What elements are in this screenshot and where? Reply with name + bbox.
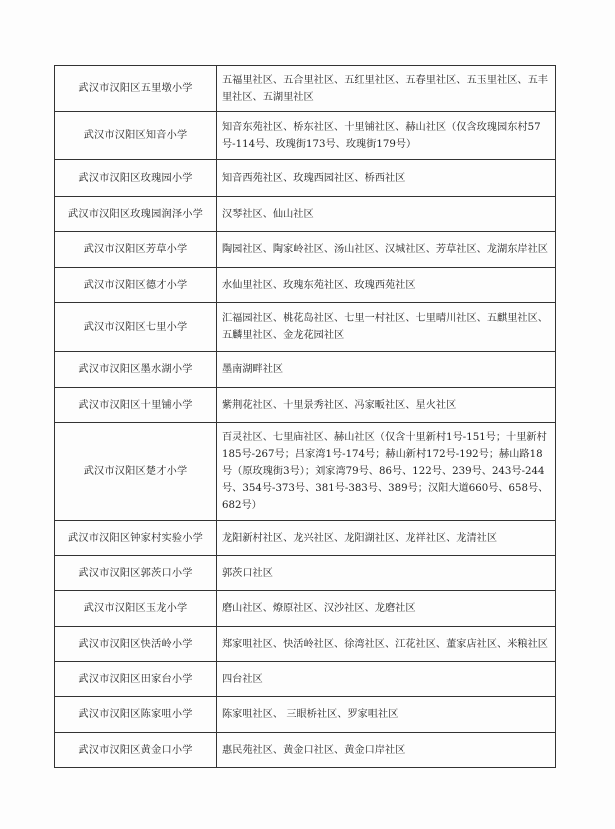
community-area-cell: 郭茨口社区 — [217, 556, 556, 591]
school-name-cell: 武汉市汉阳区陈家咀小学 — [55, 697, 217, 733]
table-row — [55, 423, 556, 521]
school-name-cell: 武汉市汉阳区玉龙小学 — [55, 591, 217, 627]
school-name-cell: 武汉市汉阳区玫瑰园小学 — [55, 160, 217, 197]
community-area-cell: 汇福园社区、桃花岛社区、七里一村社区、七里晴川社区、五麒里社区、五麟里社区、金龙花园社区 — [217, 303, 556, 352]
community-area-cell: 知音东苑社区、桥东社区、十里铺社区、赫山社区（仅含玫瑰园东村57号-114号、玫瑰街173号、玫瑰街179号） — [217, 112, 556, 160]
school-zone-table — [54, 65, 556, 768]
table-row — [55, 160, 556, 197]
community-area-cell: 汉琴社区、仙山社区 — [217, 197, 556, 232]
school-zone-table-body — [55, 66, 556, 768]
table-row — [55, 521, 556, 556]
community-area-cell: 百灵社区、七里庙社区、赫山社区（仅含十里新村1号-151号；十里新村185号-267号；吕家湾1号-174号；赫山新村172号-192号；赫山路18号（原玫瑰街3号）；刘家湾79号、86号、122号、239号、243号-244号、354号-373号、381号-383号、389号；汉阳大道660号、658号、682号） — [217, 423, 556, 521]
table-row — [55, 591, 556, 627]
school-name-cell: 武汉市汉阳区快活岭小学 — [55, 627, 217, 662]
community-area-cell: 紫荆花社区、十里景秀社区、冯家畈社区、星火社区 — [217, 388, 556, 423]
school-name-cell: 武汉市汉阳区楚才小学 — [55, 423, 217, 521]
school-name-cell: 武汉市汉阳区芳草小学 — [55, 232, 217, 268]
community-area-cell: 水仙里社区、玫瑰东苑社区、玫瑰西苑社区 — [217, 268, 556, 303]
table-row — [55, 697, 556, 733]
table-row — [55, 556, 556, 591]
school-name-cell: 武汉市汉阳区钟家村实验小学 — [55, 521, 217, 556]
table-row — [55, 197, 556, 232]
table-row — [55, 352, 556, 388]
table-row — [55, 232, 556, 268]
school-name-cell: 武汉市汉阳区玫瑰园润泽小学 — [55, 197, 217, 232]
school-name-cell: 武汉市汉阳区田家台小学 — [55, 662, 217, 697]
table-row — [55, 268, 556, 303]
table-row — [55, 627, 556, 662]
community-area-cell: 郑家咀社区、快活岭社区、徐湾社区、江花社区、董家店社区、米粮社区 — [217, 627, 556, 662]
table-row — [55, 66, 556, 112]
school-name-cell: 武汉市汉阳区墨水湖小学 — [55, 352, 217, 388]
community-area-cell: 龙阳新村社区、龙兴社区、龙阳湖社区、龙祥社区、龙清社区 — [217, 521, 556, 556]
table-row — [55, 733, 556, 768]
community-area-cell: 墨南湖畔社区 — [217, 352, 556, 388]
table-row — [55, 112, 556, 160]
community-area-cell: 陈家咀社区、 三眼桥社区、罗家咀社区 — [217, 697, 556, 733]
community-area-cell: 知音西苑社区、玫瑰西园社区、桥西社区 — [217, 160, 556, 197]
community-area-cell: 陶园社区、陶家岭社区、汤山社区、汉城社区、芳草社区、龙湖东岸社区 — [217, 232, 556, 268]
community-area-cell: 五福里社区、五合里社区、五红里社区、五春里社区、五玉里社区、五丰里社区、五湖里社区 — [217, 66, 556, 112]
community-area-cell: 磨山社区、燎原社区、汉沙社区、龙磨社区 — [217, 591, 556, 627]
school-name-cell: 武汉市汉阳区五里墩小学 — [55, 66, 217, 112]
school-name-cell: 武汉市汉阳区黄金口小学 — [55, 733, 217, 768]
table-row — [55, 303, 556, 352]
school-name-cell: 武汉市汉阳区七里小学 — [55, 303, 217, 352]
school-name-cell: 武汉市汉阳区十里铺小学 — [55, 388, 217, 423]
school-name-cell: 武汉市汉阳区德才小学 — [55, 268, 217, 303]
table-row — [55, 388, 556, 423]
community-area-cell: 四台社区 — [217, 662, 556, 697]
school-name-cell: 武汉市汉阳区郭茨口小学 — [55, 556, 217, 591]
school-name-cell: 武汉市汉阳区知音小学 — [55, 112, 217, 160]
community-area-cell: 惠民苑社区、黄金口社区、黄金口岸社区 — [217, 733, 556, 768]
table-row — [55, 662, 556, 697]
